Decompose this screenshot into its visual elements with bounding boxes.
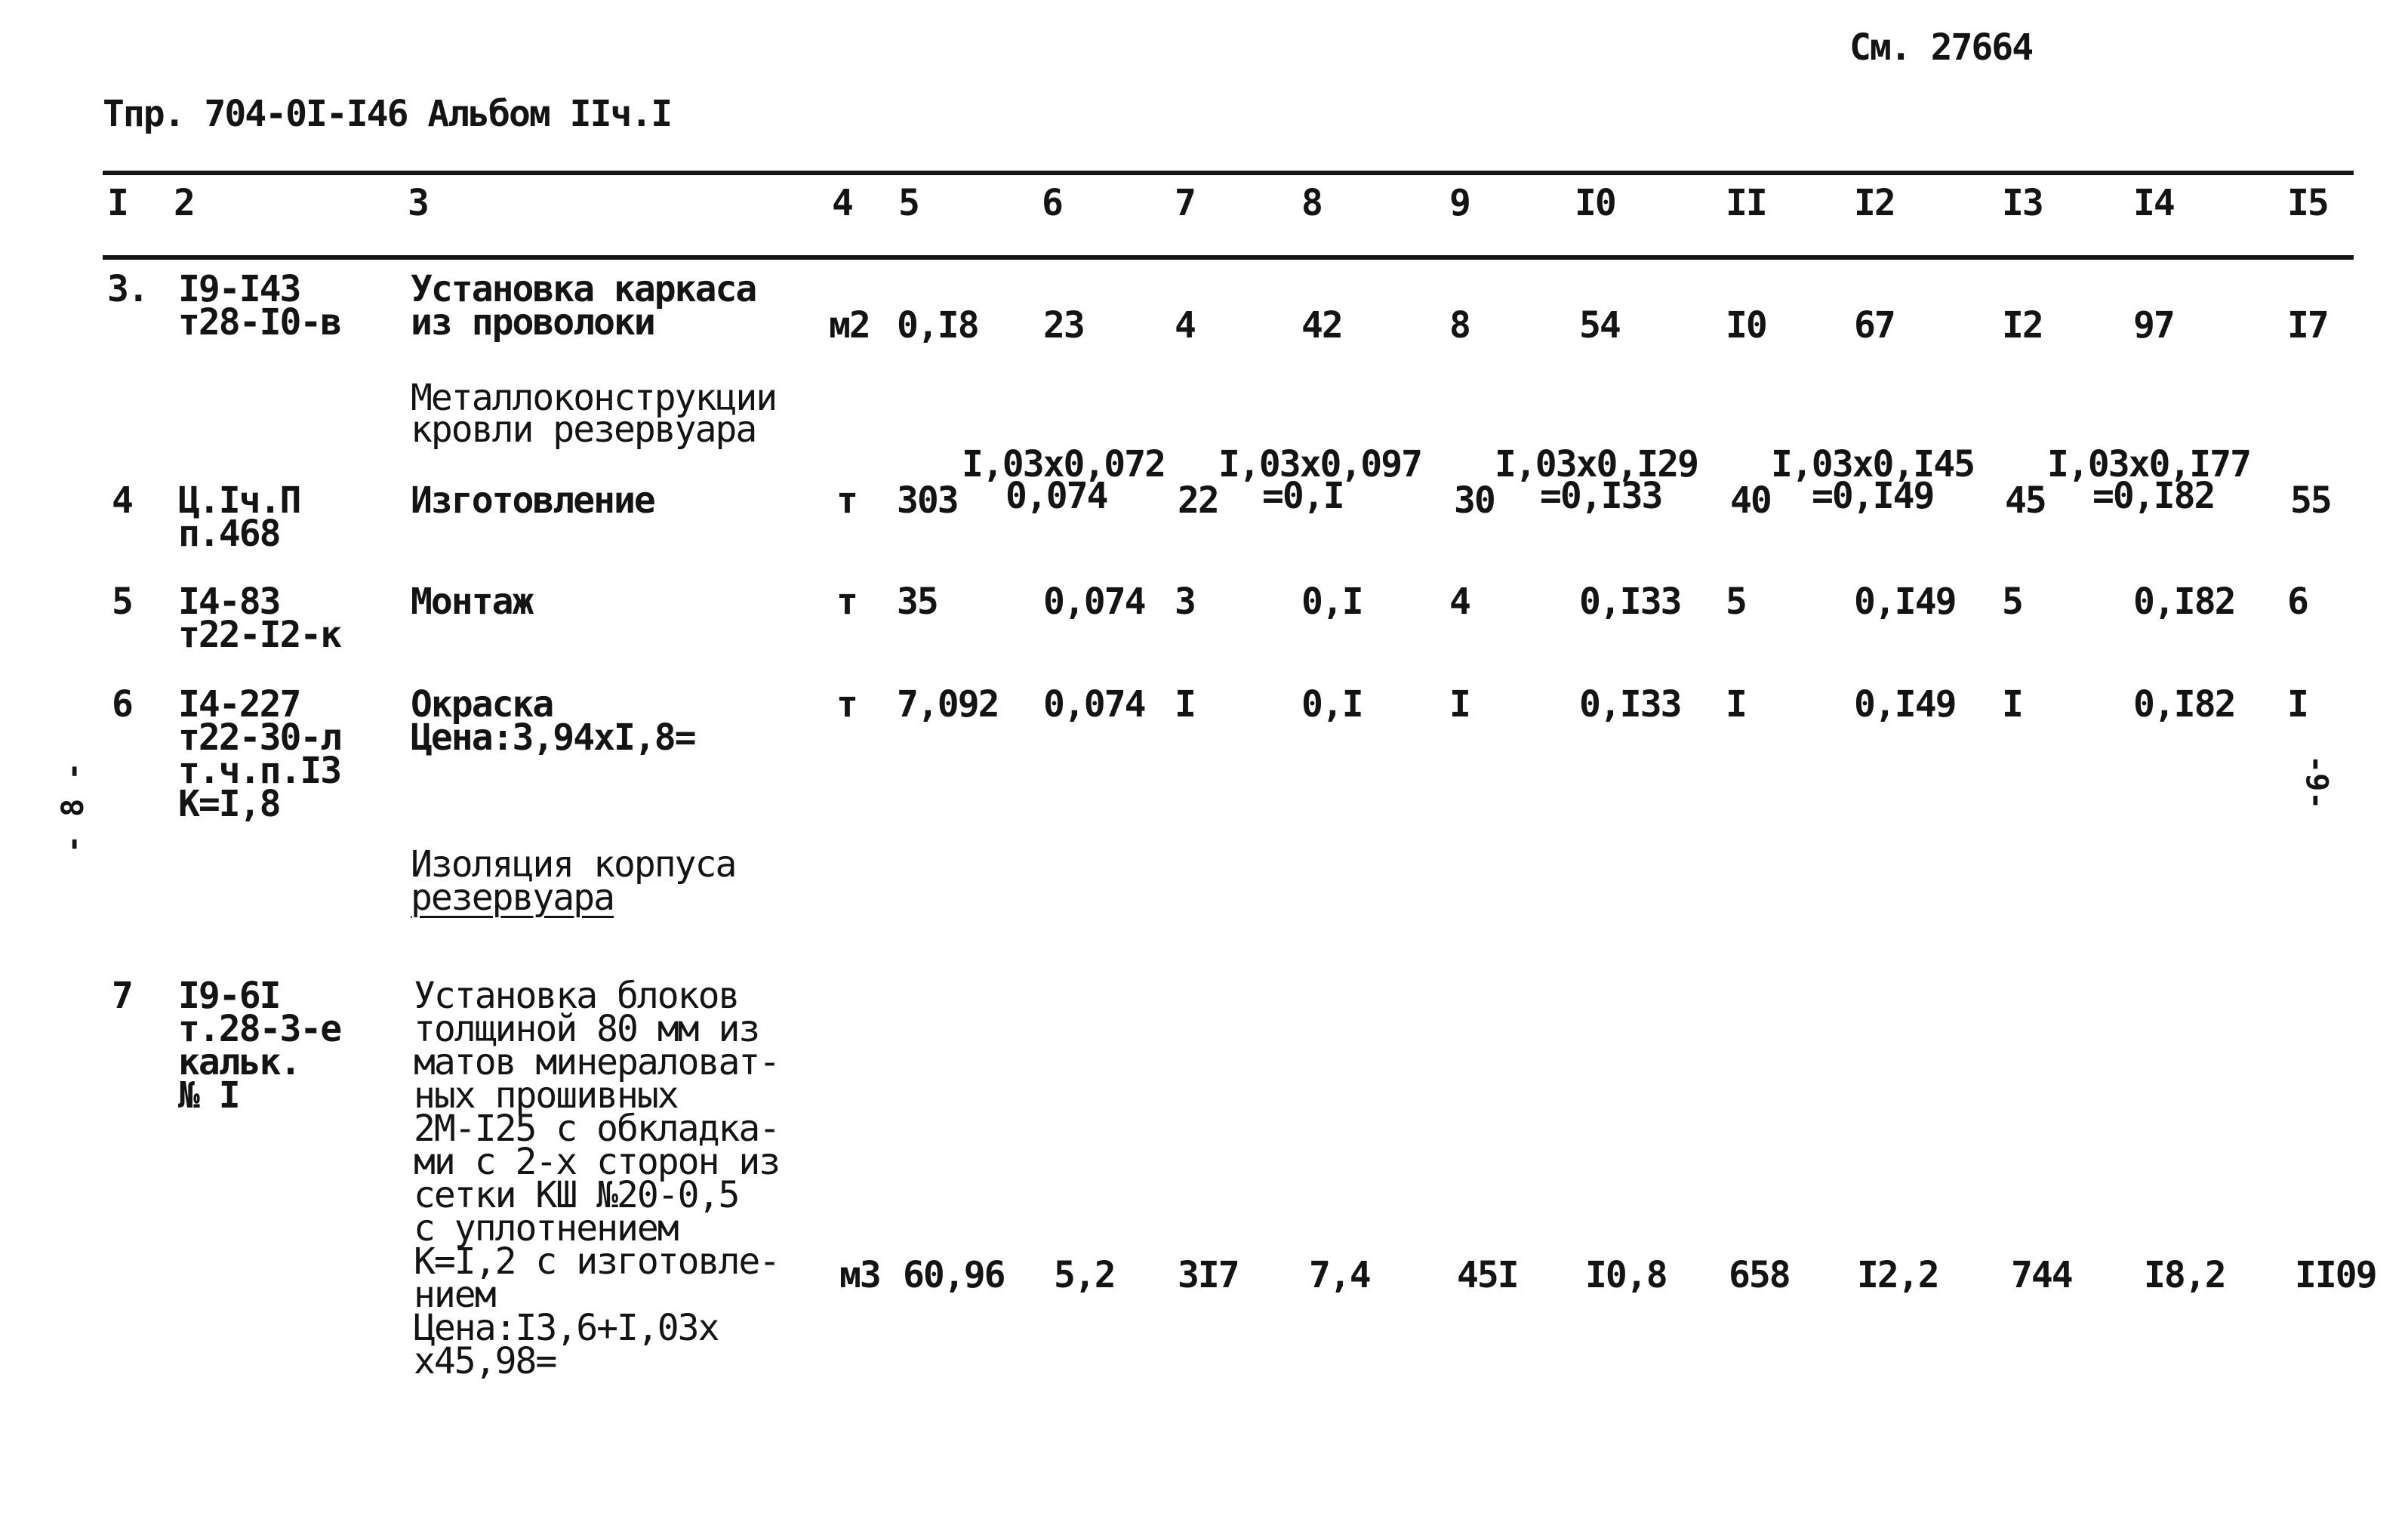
work-description: Установка блоков	[414, 975, 739, 1017]
formula: I,03х0,I45	[1771, 443, 1974, 485]
cell-value: 42	[1301, 304, 1342, 347]
cell-value: 22	[1178, 479, 1218, 522]
unit: т	[836, 479, 857, 522]
rate-code: I4-83	[178, 581, 280, 623]
row-number: 5	[112, 581, 132, 623]
cell-value: 97	[2133, 304, 2174, 347]
row-number: 7	[112, 975, 132, 1017]
cell-value: 3	[1175, 581, 1195, 623]
cell-value: I	[2002, 683, 2022, 726]
cell-value: 303	[897, 479, 958, 522]
formula: I,03х0,I77	[2047, 443, 2250, 485]
cell-value: 54	[1579, 304, 1620, 347]
rate-code: т22-30-л	[178, 716, 341, 759]
table-top-rule	[103, 171, 2354, 175]
column-header: I5	[2287, 182, 2328, 224]
work-description: сетки КШ №20-0,5	[414, 1174, 739, 1216]
rate-code: Ц.Iч.П	[178, 479, 300, 522]
cell-value: I	[1449, 683, 1470, 726]
work-description: Изготовление	[411, 479, 654, 522]
cell-value: 0,I33	[1579, 581, 1681, 623]
column-header: 3	[408, 182, 428, 224]
price-note: Цена:I3,6+I,03х	[414, 1307, 719, 1349]
work-description: ных прошивных	[414, 1074, 678, 1117]
rate-code: т22-I2-к	[178, 614, 341, 656]
cell-value: II09	[2295, 1254, 2376, 1296]
cell-value: 35	[897, 581, 938, 623]
row-number: 3.	[107, 268, 148, 310]
cell-value: I8,2	[2144, 1254, 2225, 1296]
cell-value: 6	[2287, 581, 2308, 623]
right-margin-page-number: -9-	[2299, 755, 2334, 810]
cell-value: 45I	[1457, 1254, 1518, 1296]
cell-value: 744	[2011, 1254, 2072, 1296]
sheet-reference: См. 27664	[1849, 26, 2033, 69]
work-description: толщиной 80 мм из	[414, 1008, 759, 1050]
cell-value: I0,8	[1585, 1254, 1667, 1296]
cell-value: 658	[1729, 1254, 1790, 1296]
work-description: матов минераловат-	[414, 1041, 780, 1083]
document-title: Тпр. 704-0I-I46 Альбом IIч.I	[103, 93, 672, 135]
cell-value: 0,I82	[2133, 581, 2235, 623]
formula: I,03х0,097	[1218, 443, 1421, 485]
cell-value: 0,I49	[1854, 683, 1956, 726]
column-header: I0	[1575, 182, 1615, 224]
unit: м2	[829, 304, 870, 347]
cell-value: 0,074	[1005, 475, 1107, 517]
rate-code: п.468	[178, 513, 280, 555]
cell-value: =0,I	[1262, 475, 1344, 517]
price-note: Цена:3,94хI,8=	[411, 716, 695, 759]
work-description: Установка каркаса	[411, 268, 756, 310]
cell-value: 0,I82	[2133, 683, 2235, 726]
work-description: нием	[414, 1274, 495, 1316]
cell-value: 5,2	[1054, 1254, 1115, 1296]
row-number: 6	[112, 683, 132, 726]
cell-value: 7,092	[897, 683, 999, 726]
column-header: 8	[1301, 182, 1322, 224]
unit: т	[836, 581, 857, 623]
column-header: I	[107, 182, 128, 224]
cell-value: I	[1726, 683, 1746, 726]
cell-value: I7	[2287, 304, 2328, 347]
cell-value: 0,I8	[897, 304, 978, 347]
cell-value: =0,I33	[1540, 475, 1662, 517]
row-number: 4	[112, 479, 132, 522]
rate-code: I9-6I	[178, 975, 280, 1017]
work-description: Монтаж	[411, 581, 533, 623]
column-header: I3	[2002, 182, 2043, 224]
cell-value: 0,074	[1043, 683, 1145, 726]
rate-code: I9-I43	[178, 268, 300, 310]
cell-value: 55	[2290, 479, 2331, 522]
cell-value: 0,I	[1301, 581, 1363, 623]
column-header: II	[1726, 182, 1766, 224]
rate-code: т.28-3-е	[178, 1008, 341, 1050]
formula: I,03х0,072	[962, 443, 1165, 485]
price-note: х45,98=	[414, 1340, 556, 1382]
column-header: 5	[898, 182, 919, 224]
work-description: К=I,2 с изготовле-	[414, 1240, 780, 1283]
column-header: I4	[2133, 182, 2174, 224]
cell-value: 45	[2005, 479, 2046, 522]
work-description: из проволоки	[411, 301, 654, 344]
cell-value: 0,I	[1301, 683, 1363, 726]
work-description: ми с 2-х сторон из	[414, 1141, 780, 1183]
unit: м3	[839, 1254, 880, 1296]
cell-value: I2	[2002, 304, 2043, 347]
column-header: 9	[1449, 182, 1470, 224]
rate-code: т.ч.п.I3	[178, 750, 341, 792]
work-description: Окраска	[411, 683, 553, 726]
rate-code: т28-I0-в	[178, 301, 341, 344]
cell-value: 8	[1449, 304, 1470, 347]
unit: т	[836, 683, 857, 726]
cell-value: 0,074	[1043, 581, 1145, 623]
cell-value: =0,I82	[2092, 475, 2215, 517]
cell-value: I	[2287, 683, 2308, 726]
cell-value: 30	[1454, 479, 1495, 522]
rate-code: К=I,8	[178, 783, 280, 825]
formula: I,03х0,I29	[1495, 443, 1698, 485]
column-header: 2	[174, 182, 194, 224]
header-bottom-rule	[103, 255, 2354, 260]
cell-value: 7,4	[1309, 1254, 1370, 1296]
cell-value: 4	[1449, 581, 1470, 623]
cell-value: 60,96	[903, 1254, 1005, 1296]
cell-value: 5	[1726, 581, 1746, 623]
cell-value: 0,I33	[1579, 683, 1681, 726]
cell-value: I0	[1726, 304, 1766, 347]
cell-value: 40	[1730, 479, 1771, 522]
document-page: См. 27664 Тпр. 704-0I-I46 Альбом IIч.I I 2 3 4 5 6 7 8 9 I0 II I2 I3 I4 I5 3. I9-I43 т28-I0-в Установка каркаса из проволоки м2 0,I8 23 4 42 8 54 I0 67 I2 97 I7 Металлоконструкции кровли резервуара I,03х0,072 I,03х0,097 I,03х0,I29 I,03х0,I45 I,03х0,I77 4 Ц.Iч.П п.468 Изготовление т 303 0,074 22 =0,I 30 =0,I33 40 =0,I49 45 =0,I82 55 5 I4-83 т22-I2-к Монтаж т 35 0,074 3 0,I 4 0,I33 5 0,I49 5 0,I82 6 6 I4-227 т22-30-л т.ч.п.I3 К=I,8 Окраска Цена:3,94хI,8= т 7,092 0,074 I 0,I I 0,I33 I 0,I49 I 0,I82 I Изоляция корпуса резервуара 7 I9-6I т.28-3-е кальк. № I Установка блоков толщиной 80 мм из матов минераловат- ных прошивных 2М-I25 с обкладка- ми с 2-х сторон из сетки КШ №20-0,5 с уплотнением К=I,2 с изготовле- нием Цена:I3,6+I,03х х45,98= м3 60,96 5,2 3I7 7,4 45I I0,8 658 I2,2 744 I8,2 II09 - 8 - -9-	[56, 26, 2376, 1382]
cell-value: 3I7	[1178, 1254, 1239, 1296]
cell-value: 0,I49	[1854, 581, 1956, 623]
column-header: I2	[1854, 182, 1895, 224]
cell-value: 67	[1854, 304, 1895, 347]
work-description: 2М-I25 с обкладка-	[414, 1108, 780, 1150]
rate-code: кальк.	[178, 1041, 300, 1083]
cell-value: 4	[1175, 304, 1195, 347]
left-margin-page-number: - 8 -	[56, 762, 91, 853]
column-header: 4	[832, 182, 852, 224]
cell-value: I2,2	[1857, 1254, 1938, 1296]
column-header: 7	[1175, 182, 1195, 224]
cell-value: 23	[1043, 304, 1084, 347]
cell-value: I	[1175, 683, 1195, 726]
rate-code: I4-227	[178, 683, 300, 726]
rate-code: № I	[178, 1074, 239, 1117]
cell-value: =0,I49	[1812, 475, 1934, 517]
work-description: с уплотнением	[414, 1207, 678, 1249]
column-header: 6	[1042, 182, 1062, 224]
cell-value: 5	[2002, 581, 2022, 623]
